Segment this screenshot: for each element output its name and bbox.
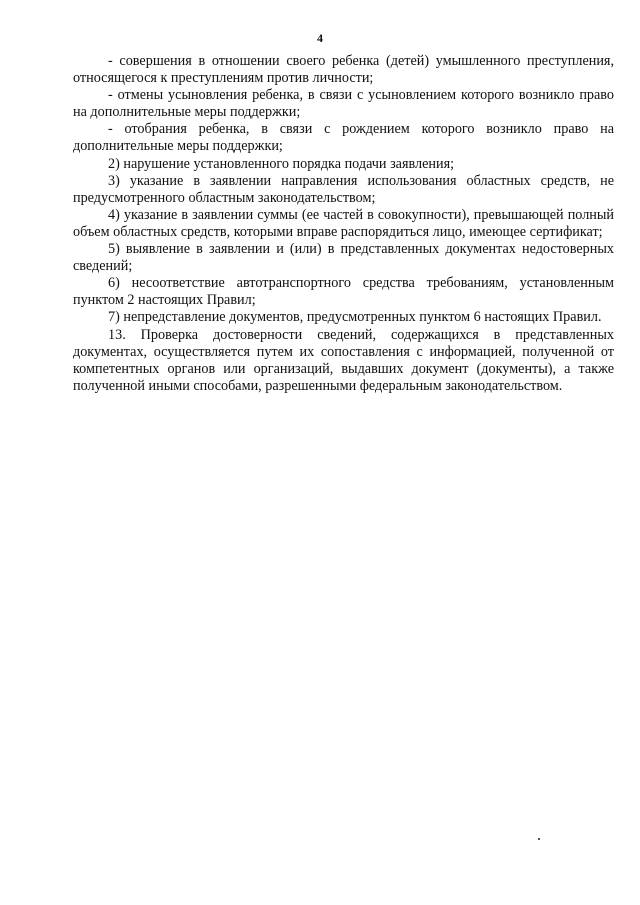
paragraph-item-3: 3) указание в заявлении направления использования областных средств, не предусмотренного областным законодательством; bbox=[73, 172, 614, 206]
paragraph-exclusion-adoption-cancel: - отмены усыновления ребенка, в связи с усыновлением которого возникло право на дополнительные меры поддержки; bbox=[73, 87, 614, 121]
paragraph-item-5: 5) выявление в заявлении и (или) в представленных документах недостоверных сведений; bbox=[73, 241, 614, 275]
page-number: 4 bbox=[317, 31, 323, 45]
scan-dot-mark bbox=[538, 838, 540, 840]
paragraph-item-6: 6) несоответствие автотранспортного средства требованиям, установленным пунктом 2 настоящих Правил; bbox=[73, 275, 614, 309]
paragraph-item-7: 7) непредставление документов, предусмотренных пунктом 6 настоящих Правил. bbox=[108, 309, 602, 326]
paragraph-item-2: 2) нарушение установленного порядка подачи заявления; bbox=[108, 155, 455, 172]
paragraph-item-4: 4) указание в заявлении суммы (ее частей в совокупности), превышающей полный объем областных средств, которыми вправе распорядиться лицо, имеющее сертификат; bbox=[73, 206, 614, 240]
paragraph-section-13: 13. Проверка достоверности сведений, содержащихся в представленных документах, осуществляется путем их сопоставления с информацией, полученной от компетентных органов или организаций, выдавших документ (документы), а также полученной иными способами, разрешенными федеральным законодательством. bbox=[73, 326, 614, 394]
paragraph-exclusion-child-removal: - отобрания ребенка, в связи с рождением которого возникло право на дополнительные меры поддержки; bbox=[73, 121, 614, 155]
document-body bbox=[73, 53, 614, 395]
paragraph-exclusion-crime: - совершения в отношении своего ребенка (детей) умышленного преступления, относящегося к преступлениям против личности; bbox=[73, 53, 614, 87]
